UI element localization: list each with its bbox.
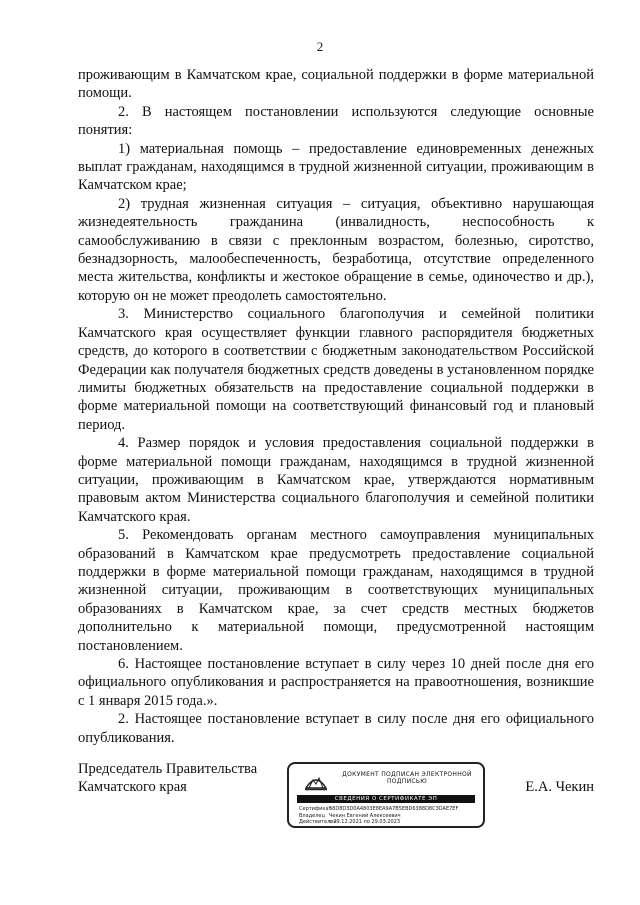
paragraph: 1) материальная помощь – предоставление единовременных денежных выплат гражданам, находящимся в трудной жизненной ситуации, проживающим в Камчатском крае; [78,140,594,194]
paragraph: 2) трудная жизненная ситуация – ситуация, объективно нарушающая жизнедеятельность гражданина (инвалидность, неспособность к самообслуживанию в связи с преклонным возрастом, болезнью, сиротство, безнадзорность, малообеспеченность, безработица, отсутствие определенного места жительства, конфликты и жестокое обращение в семье, одиночество и др.), которую он не может преодолеть самостоятельно. [78,195,594,304]
stamp-row-value: с 29.12.2021 по 29.03.2023 [329,819,401,825]
document-body [78,66,594,747]
signatory-title [78,760,278,797]
signatory-title-line-1: Председатель Правительства [78,761,258,777]
electronic-signature-stamp [287,762,485,828]
stamp-certificate-bar: СВЕДЕНИЯ О СЕРТИФИКАТЕ ЭП [297,795,475,803]
stamp-row-value: Чекин Евгений Алексеевич [329,812,401,819]
paragraph: 2. В настоящем постановлении используются следующие основные понятия: [78,103,594,139]
paragraph: проживающим в Камчатском крае, социальной поддержки в форме материальной помощи. [78,67,594,102]
stamp-row-key: Владелец [299,812,325,819]
signatory-name: Е.А. Чекин [525,779,594,795]
paragraph: 6. Настоящее постановление вступает в силу через 10 дней после дня его официального опубликования и распространяется на правоотношения, возникшие с 1 января 2015 года.». [78,656,594,709]
stamp-details [299,806,481,826]
page-number: 2 [316,39,324,54]
paragraph: 5. Рекомендовать органам местного самоуправления муниципальных образований в Камчатском крае предусмотреть предоставление социальной поддержки в форме материальной помощи гражданам, находящимся в трудной жизненной ситуации, проживающим в соответствующих муниципальных образованиях в Камчатском крае, за счет средств местных бюджетов дополнительно к материальной помощи, предусмотренной настоящим постановлением. [78,527,594,654]
coat-of-arms-icon [303,770,329,792]
paragraph: 4. Размер порядок и условия предоставления социальной поддержки в форме материальной помощи гражданам, находящимся в трудной жизненной ситуации, проживающим в Камчатском крае, утверждаются нормативным правовым актом Министерства социального благополучия и семейной политики Камчатского края. [78,435,594,525]
stamp-row-key: Действителен [299,819,337,825]
stamp-row [299,819,481,826]
stamp-row-key: Сертификат [299,806,332,812]
paragraph: 3. Министерство социального благополучия и семейной политики Камчатского края осуществляет функции главного распорядителя бюджетных средств, до которого в соответствии с бюджетным законодательством Российской Федерации как получателя бюджетных средств доведены в установленном порядке лимиты бюджетных обязательств на предоставление социальной поддержки в форме материальной помощи на соответствующий финансовый год и плановый период. [78,306,594,433]
paragraph: 2. Настоящее постановление вступает в силу после дня его официального опубликования. [78,711,594,746]
stamp-row-value: 58D8D3D0A4803E8EA9A7B5EBD6388D8C3DAE7EF [329,806,459,812]
signatory-title-line-2: Камчатского края [78,779,187,796]
stamp-header: ДОКУМЕНТ ПОДПИСАН ЭЛЕКТРОННОЙ ПОДПИСЬЮ [342,771,472,785]
